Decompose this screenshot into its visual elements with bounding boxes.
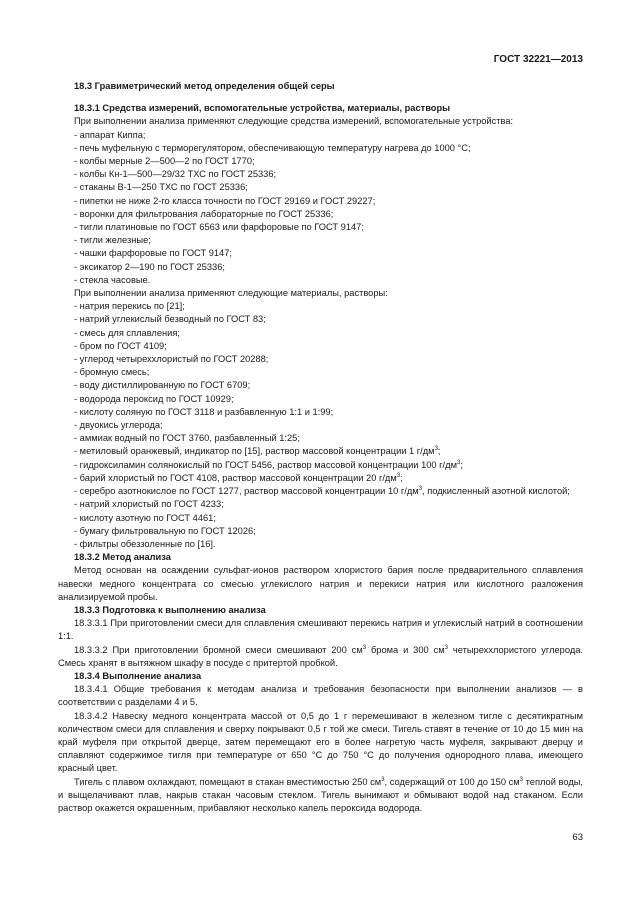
list-item	[58, 485, 583, 498]
instruments-list	[58, 129, 583, 287]
text-run: 18.3.3.2 При приготовлении бромной смеси смешивают 200 см	[74, 644, 363, 655]
superscript: 3	[396, 472, 401, 479]
list-item: - водорода пероксид по ГОСТ 10929;	[74, 393, 234, 404]
list-item: - натрия перекись по [21];	[74, 301, 185, 312]
list-item: - пипетки не ниже 2-го класса точности по ГОСТ 29169 и ГОСТ 29227;	[74, 195, 376, 206]
list-item: - аммиак водный по ГОСТ 3760, разбавленный 1:25;	[74, 433, 300, 444]
list-item: - печь муфельную с терморегулятором, обеспечивающую температуру нагрева до 1000 °С;	[74, 142, 471, 153]
text-run: четыреххлористого углерода. Смесь хранят в вытяжном шкафу в посуде с притертой пробкой.	[58, 644, 583, 668]
list-item: - стаканы В-1—250 ТХС по ГОСТ 25336;	[74, 182, 248, 193]
paragraph: Метод основан на осаждении сульфат-ионов раствором хлористого бария после предварительного сплавления навески медного концентрата со смесью углекислого натрия и перекиси натрия или кислотного разложения анализируемой пробы.	[58, 565, 583, 602]
superscript: 3	[362, 644, 367, 651]
list-item: - барий хлористый по ГОСТ 4108, раствор массовой концентрации 20 $г/дм^3$;	[74, 472, 403, 483]
superscript: 3	[418, 486, 423, 492]
list-item: - фильтры обеззоленные по [16].	[74, 538, 216, 549]
list-item: - бромную смесь;	[74, 367, 150, 378]
item-text: - барий хлористый по ГОСТ 4108, раствор массовой концентрации 20 г/дм	[74, 472, 397, 483]
list-item: - гидроксиламин солянокислый по ГОСТ 5456, раствор массовой концентрации 100 $г/дм^3$;	[74, 459, 463, 470]
list-item: - эксикатор 2—190 по ГОСТ 25336;	[74, 261, 225, 272]
document-body	[58, 80, 583, 815]
instruments-intro: При выполнении анализа применяют следующие средства измерений, вспомогательные устройства:	[74, 116, 514, 127]
list-item: - тигли платиновые по ГОСТ 6563 или фарфоровые по ГОСТ 9147;	[74, 222, 364, 233]
item-text: - гидроксиламин солянокислый по ГОСТ 5456, раствор массовой концентрации 100 г/дм	[74, 459, 457, 470]
paragraph: 18.3.3.1 При приготовлении смеси для сплавления смешивают перекись натрия и углекислый натрий в соотношении 1:1.	[58, 618, 583, 642]
list-item: - натрий хлористый по ГОСТ 4233;	[74, 499, 224, 510]
list-item: - аппарат Киппа;	[74, 129, 146, 140]
list-item: - колбы мерные 2—500—2 по ГОСТ 1770;	[74, 156, 255, 167]
text-run: , содержащий от 100 до 150 см	[384, 776, 520, 787]
superscript: 3	[519, 776, 524, 783]
item-text: - метиловый оранжевый, индикатор по [15], раствор массовой концентрации 1 г/дм	[74, 446, 435, 457]
list-item: - стекла часовые.	[74, 274, 151, 285]
materials-intro: При выполнении анализа применяют следующие материалы, растворы:	[74, 288, 388, 299]
list-item: - натрий углекислый безводный по ГОСТ 83;	[74, 314, 266, 325]
list-item: - метиловый оранжевый, индикатор по [15], раствор массовой концентрации 1 $г/дм^3$;	[74, 446, 441, 457]
list-item: - кислоту соляную по ГОСТ 3118 и разбавленную 1:1 и 1:99;	[74, 406, 334, 417]
list-item: - кислоту азотную по ГОСТ 4461;	[74, 512, 216, 523]
subsection-title-18-3-4: 18.3.4 Выполнение анализа	[74, 670, 202, 681]
paragraph	[58, 644, 583, 670]
list-item: - углерод четыреххлористый по ГОСТ 20288;	[74, 354, 269, 365]
superscript: 3	[434, 446, 438, 453]
paragraph: 18.3.4.2 Навеску медного концентрата массой от 0,5 до 1 г перемешивают в железном тигле с десятикратным количеством смеси для сплавления и сверху покрывают 0,5 г той же смеси. Тигель ставят в течение от 10 до 15 мин на край муфеля при открытой дверце, затем перемещают его в более нагретую часть муфеля, закрывают дверцу и сплавляют содержимое тигля при температуре от 650 °С до 750 °С до получения однородного плава, имеющего красный цвет.	[58, 710, 583, 774]
item-text: , подкисленный азотной кислотой;	[422, 486, 570, 497]
list-item: - бумагу фильтровальную по ГОСТ 12026;	[74, 525, 256, 536]
list-item: - тигли железные;	[74, 235, 151, 246]
list-item: - колбы Кн-1—500—29/32 ТХС по ГОСТ 25336;	[74, 169, 277, 180]
subsection-title-18-3-1: 18.3.1 Средства измерений, вспомогательные устройства, материалы, растворы	[74, 103, 451, 114]
text-run: теплой воды, и выщелачивают плав, накрыв стакан часовым стеклом. Тигель вынимают и обмывают водой над стаканом. Если раствор окажется окрашенным, прибавляют несколько капель пероксида водорода.	[58, 776, 584, 813]
text-run: брома и 300 см	[366, 644, 445, 655]
section-title: 18.3 Гравиметрический метод определения общей серы	[74, 81, 335, 91]
page-number: 63	[572, 832, 583, 843]
list-item: - чашки фарфоровые по ГОСТ 9147;	[74, 248, 232, 259]
superscript: 3	[456, 459, 461, 466]
text-run: Тигель с плавом охлаждают, помещают в стакан вместимостью 250 см	[74, 776, 382, 787]
superscript: 3	[444, 644, 448, 651]
subsection-title-18-3-2: 18.3.2 Метод анализа	[74, 552, 171, 563]
list-item: - воду дистиллированную по ГОСТ 6709;	[74, 380, 251, 391]
materials-list	[58, 300, 583, 551]
list-item: - смесь для сплавления;	[74, 327, 180, 338]
running-header: ГОСТ 32221—2013	[493, 54, 583, 65]
list-item: - двуокись углерода;	[74, 420, 163, 431]
superscript: 3	[381, 776, 385, 783]
list-item: - бром по ГОСТ 4109;	[74, 340, 167, 351]
item-text: - серебро азотнокислое по ГОСТ 1277, раствор массовой концентрации 10 г/дм	[74, 486, 419, 497]
subsection-title-18-3-3: 18.3.3 Подготовка к выполнению анализа	[74, 604, 266, 615]
paragraph: 18.3.4.1 Общие требования к методам анализа и требования безопасности при выполнении анализов — в соответствии с разделами 4 и 5.	[58, 684, 583, 708]
paragraph	[58, 776, 583, 816]
list-item: - воронки для фильтрования лабораторные по ГОСТ 25336;	[74, 208, 334, 219]
